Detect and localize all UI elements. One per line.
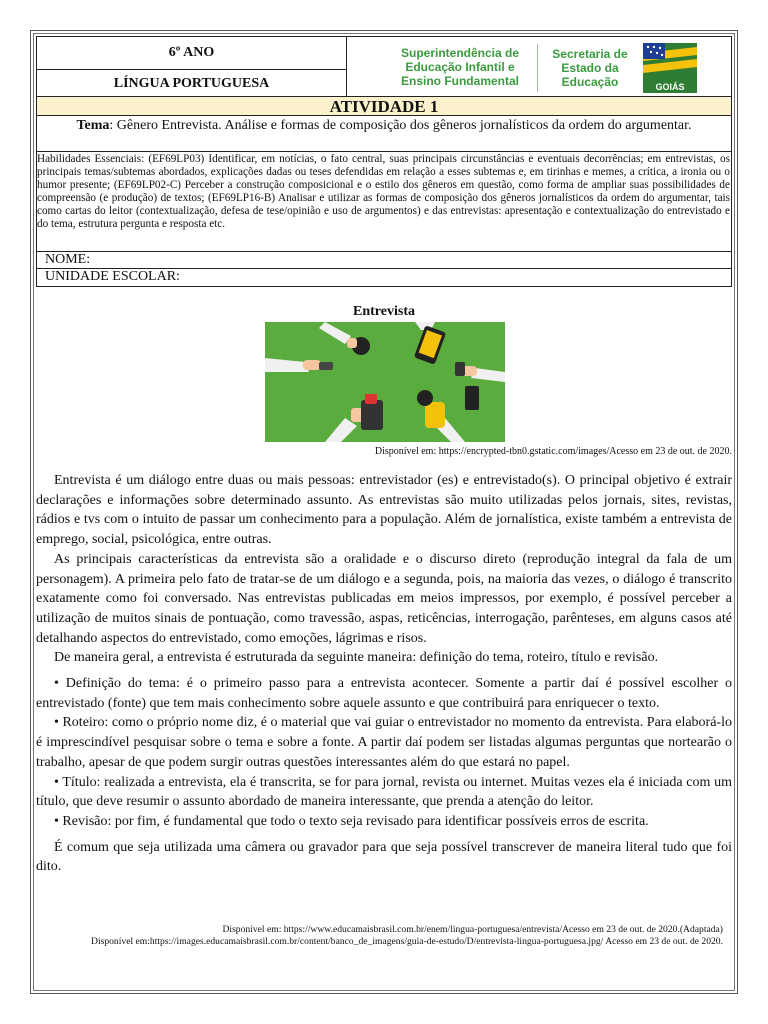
image-credit: Disponível em: https://encrypted-tbn0.gstatic.com/images/Acesso em 23 de out. de 2020. [374,446,732,457]
bullet-icon: • [54,715,63,731]
tema-label: Tema [76,118,110,133]
nome-field[interactable]: NOME: [36,252,732,269]
goias-flag-icon [643,43,697,81]
bullet-icon: • [54,676,66,692]
body-text [36,471,732,877]
bullet-item: • Roteiro: como o próprio nome diz, é o material que vai guiar o entrevistador no momento da entrevista. Para elaborá-lo é imprescindível pesquisar sobre o tema e sobre a fonte. A partir daí podem ser listadas algumas perguntas que nortearão o trabalho, apesar de que podem surgir outras questões interessantes além do que estará no papel. [36,715,732,770]
sources-block [33,924,723,948]
paragraph-2: As principais características da entrevista são a oralidade e o discurso direto (reprodução integral da fala de um personagem). A primeira pelo fato de tratar-se de um diálogo e a segunda, pois, na maioria das vezes, o diálogo é transcrito exatamente como foi conversado. Nas entrevistas publicadas em meios impressos, por exemplo, é possível perceber a utilização de muitos sinais de pontuação, como travessão, aspas, reticências, interrogação, parênteses, em alguns casos até detalhando aspectos do entrevistado, como emoções, lágrimas e risos. [36,551,732,646]
paragraph-3: De maneira geral, a entrevista é estruturada da seguinte maneira: definição do tema, roteiro, título e revisão. [54,650,659,666]
source-1: Disponível em: https://www.educamaisbrasil.com.br/enem/lingua-portuguesa/entrevista/Acesso em 23 de out. de 2020.(Adaptada) [222,924,723,935]
header-table [36,36,732,99]
tema-row [36,116,732,152]
paragraph-4: É comum que seja utilizada uma câmera ou gravador para que seja possível transcrever de maneira literal tudo que foi dito. [36,839,732,875]
logo-divider [537,44,538,92]
secretaria-logo: Secretaria de Estado da Educação [552,46,628,89]
content-title: Entrevista [353,304,415,319]
tema-text: : Gênero Entrevista. Análise e formas de composição dos gêneros jornalísticos da ordem do argumentar. [109,118,692,133]
bullet-item: • Título: realizada a entrevista, ela é transcrita, se for para jornal, revista ou internet. Muitas vezes ela é iniciada com um título, que deve resumir o assunto abordado de maneira interessante, que prenda a atenção do leitor. [36,774,732,810]
goias-logo [643,43,697,93]
bullet-icon: • [54,813,63,829]
unidade-escolar-field[interactable]: UNIDADE ESCOLAR: [36,269,732,287]
paragraph-1: Entrevista é um diálogo entre duas ou mais pessoas: entrevistador (es) e entrevistado(s). O principal objetivo é extrair declarações e informações sobre determinado assunto. As entrevistas são muito utilizadas pelos jornais, sites, revistas, rádios e tvs com o intuito de passar um conhecimento para a população. Além de jornalística, existe também a entrevista de emprego, social, psicológica, entre outras. [36,473,732,548]
interview-microphones-illustration [265,322,505,442]
superintendencia-logo: Superintendência de Educação Infantil e Ensino Fundamental [400,45,520,88]
habilidades-text: Habilidades Essenciais: (EF69LP03) Identificar, em notícias, o fato central, suas principais circunstâncias e eventuais decorrências; em entrevistas, os principais temas/subtemas abordados, explicações dadas ou teses defendidas em relação a esses subtemas e, em tirinhas e memes, a crítica, a ironia ou o humor presente; (EF69LP02-C) Perceber a construção composicional e o estilo dos gêneros em questão, como forma de ampliar suas possibilidades de compreensão (e produção) de textos; (EF69LP16-B) Analisar e utilizar as formas de composição dos gêneros jornalísticos da ordem do argumentar, tais como cartas do leitor (contextualização, defesa de tese/opinião e uso de argumentos) e das entrevistas: apresentação e contextualização do entrevistado e do tema, estrutura pergunta e resposta etc. [36,152,732,252]
bullet-item: • Definição do tema: é o primeiro passo para a entrevista acontecer. Somente a partir daí é possível escolher o entrevistado (fonte) que tem mais conhecimento sobre aquele assunto e que contribuirá para enriquecer o texto. [36,676,732,711]
activity-title: ATIVIDADE 1 [36,96,732,116]
goias-logo-text: GOIÁS [643,81,697,93]
grade-cell: 6º ANO [37,37,347,70]
subject-cell: LÍNGUA PORTUGUESA [37,70,347,99]
source-2: Disponível em:https://images.educamaisbrasil.com.br/content/banco_de_imagens/guia-de-estudo/D/entrevista-lingua-portuguesa.jpg/ Acesso em 23 de out. de 2020. [91,936,723,947]
bullet-item: • Revisão: por fim, é fundamental que todo o texto seja revisado para identificar possíveis erros de escrita. [54,813,649,829]
bullet-icon: • [54,774,63,790]
logos-cell [347,37,732,99]
